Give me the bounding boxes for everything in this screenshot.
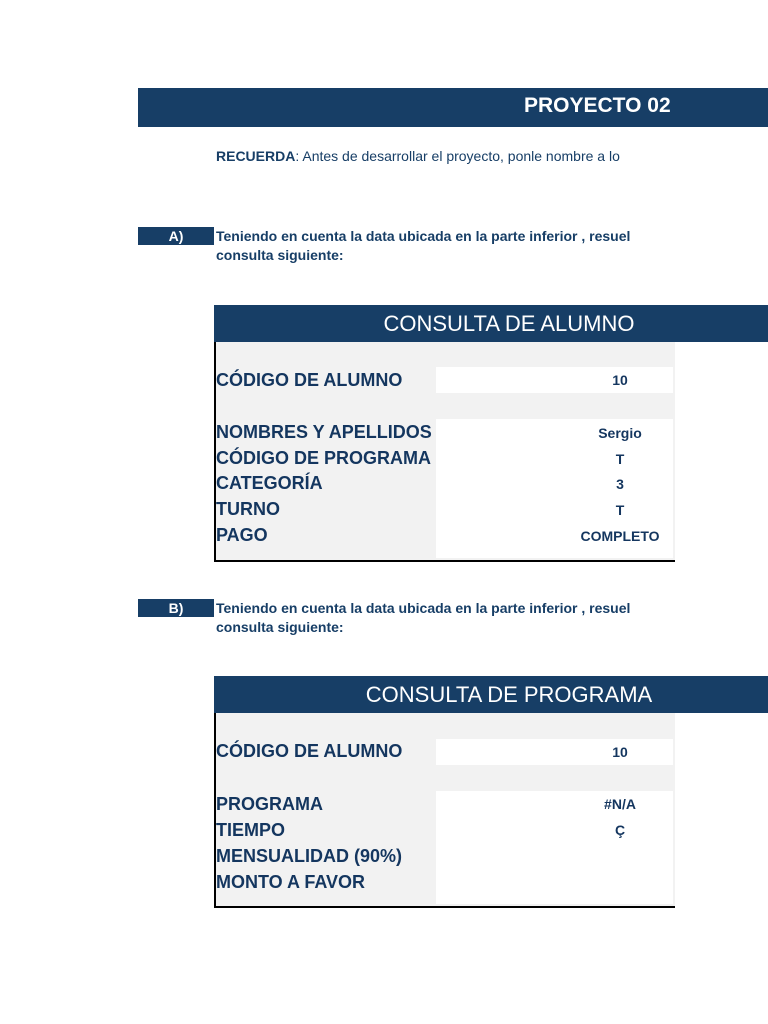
alumno-nombres-label: NOMBRES Y APELLIDOS xyxy=(216,422,432,442)
section-b-instruction-line2: consulta siguiente: xyxy=(216,619,344,635)
alumno-categoria-label: CATEGORÍA xyxy=(216,473,323,493)
consulta-programa-title: CONSULTA DE PROGRAMA xyxy=(365,682,653,707)
title-bar xyxy=(138,88,768,127)
alumno-nombres-value: Sergio xyxy=(598,425,642,441)
alumno-turno-label: TURNO xyxy=(216,499,280,519)
programa-codigo-label: CÓDIGO DE ALUMNO xyxy=(216,741,403,761)
programa-monto-label: MONTO A FAVOR xyxy=(216,872,366,892)
reminder-body: : Antes de desarrollar el proyecto, ponle nombre a lo xyxy=(295,148,620,164)
programa-tiempo-label: TIEMPO xyxy=(216,820,286,840)
programa-programa-label: PROGRAMA xyxy=(216,794,323,814)
section-b-instruction xyxy=(216,599,673,637)
alumno-programa-label: CÓDIGO DE PROGRAMA xyxy=(216,448,432,468)
alumno-programa-value: T xyxy=(615,451,625,467)
programa-programa-value: #N/A xyxy=(604,796,636,812)
reminder-label: RECUERDA xyxy=(216,148,296,164)
alumno-pago-label: PAGO xyxy=(216,525,268,545)
programa-tiempo-value: Ç xyxy=(614,822,626,838)
section-b-tag: B) xyxy=(138,599,214,617)
programa-mensualidad-label: MENSUALIDAD (90%) xyxy=(216,846,403,866)
alumno-pago-value: COMPLETO xyxy=(580,528,660,544)
consulta-alumno-title: CONSULTA DE ALUMNO xyxy=(383,311,635,336)
alumno-categoria-value: 3 xyxy=(616,476,624,492)
alumno-codigo-label: CÓDIGO DE ALUMNO xyxy=(216,370,403,390)
alumno-codigo-value: 10 xyxy=(612,372,628,388)
section-b-instruction-line1: Teniendo en cuenta la data ubicada en la parte inferior , resuel xyxy=(216,600,631,616)
page-title: PROYECTO 02 xyxy=(524,94,671,117)
section-a-instruction-line2: consulta siguiente: xyxy=(216,247,344,263)
section-a-tag: A) xyxy=(138,227,214,245)
reminder-text xyxy=(216,148,673,164)
section-a-instruction xyxy=(216,227,673,265)
section-a-instruction-line1: Teniendo en cuenta la data ubicada en la parte inferior , resuel xyxy=(216,228,631,244)
alumno-turno-value: T xyxy=(615,502,625,518)
programa-codigo-value: 10 xyxy=(612,744,628,760)
